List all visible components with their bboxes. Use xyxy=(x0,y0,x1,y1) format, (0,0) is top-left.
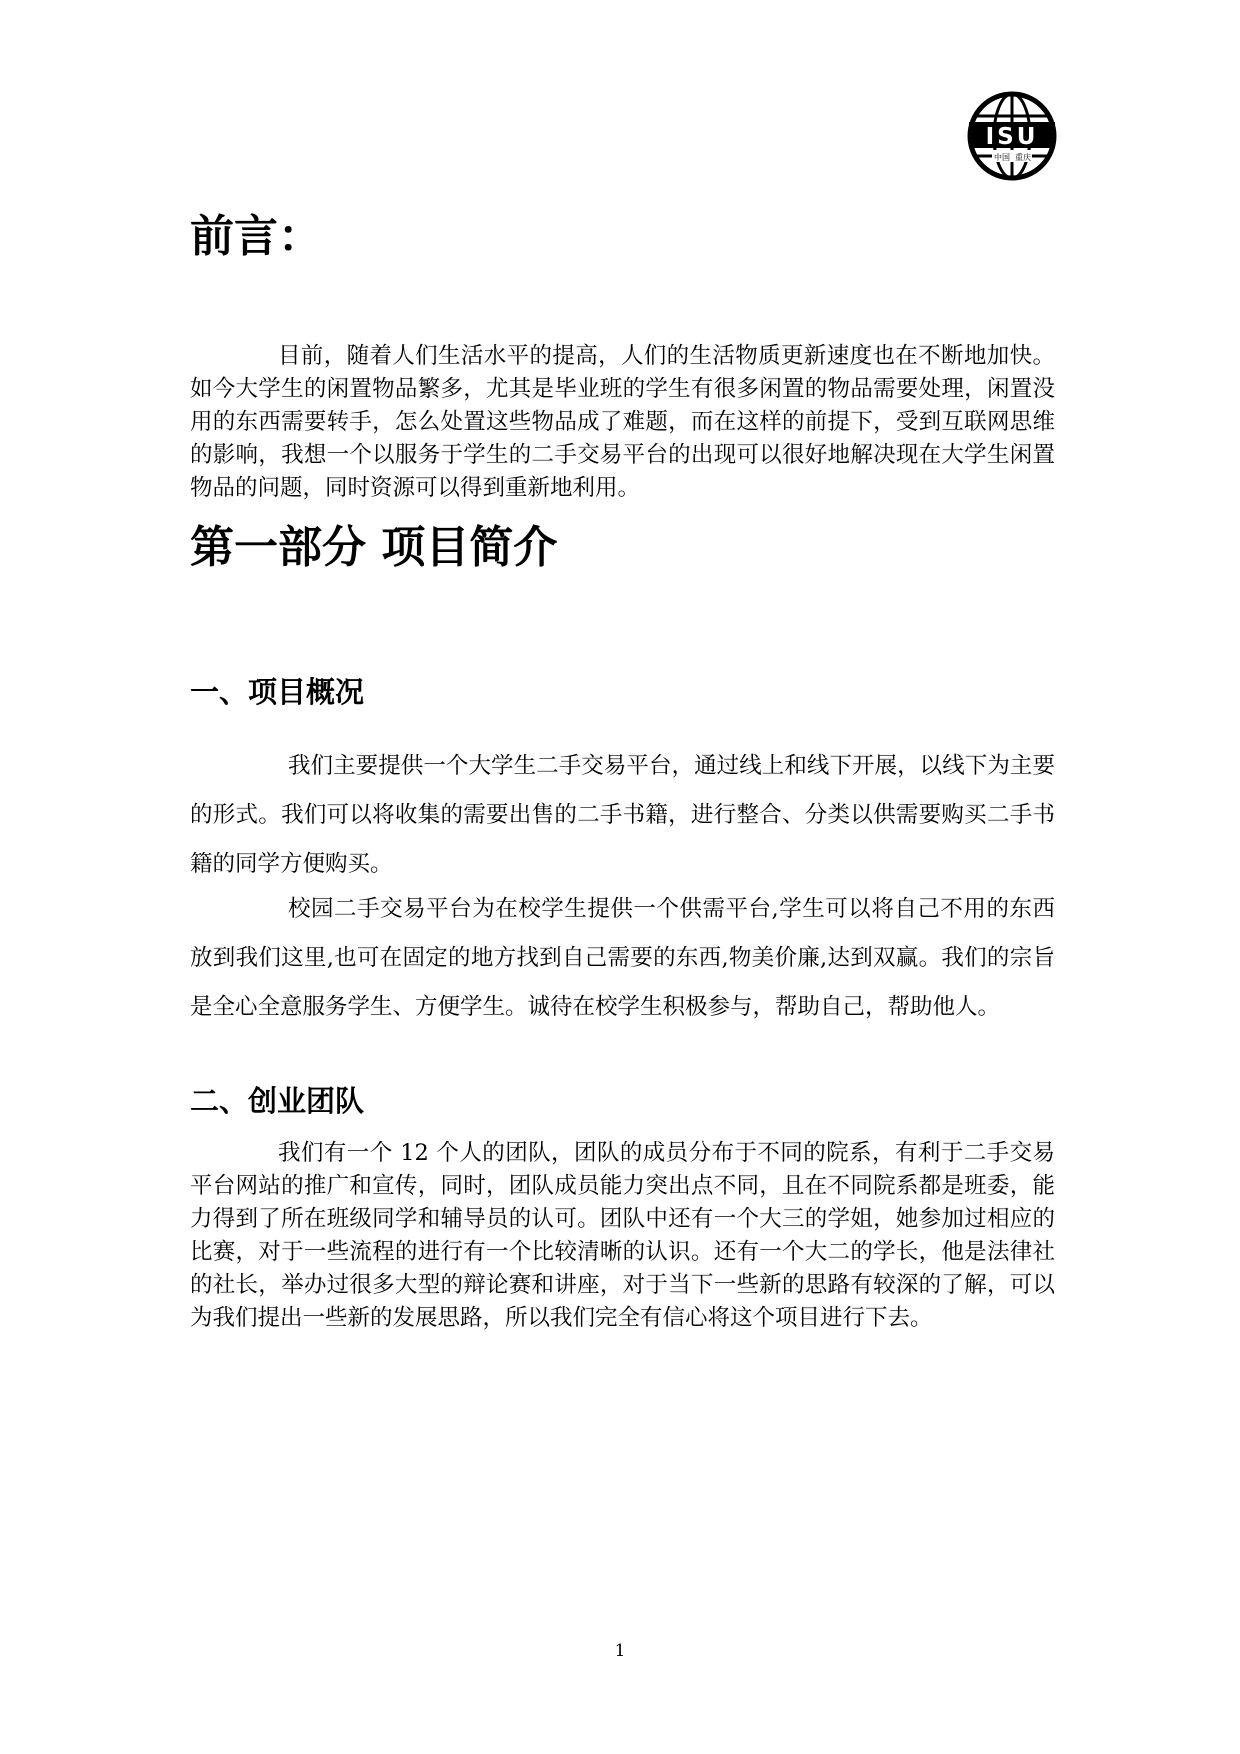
part-one-heading: 第一部分 项目简介 xyxy=(190,522,558,573)
team-heading: 二、创业团队 xyxy=(190,1084,365,1118)
logo-caption-right: 重庆 xyxy=(1015,153,1031,162)
overview-heading: 一、项目概况 xyxy=(190,675,365,709)
preface-heading: 前言： xyxy=(190,211,322,262)
logo-letters: ISU xyxy=(985,124,1039,150)
team-paragraph: 我们有一个 12 个人的团队，团队的成员分布于不同的院系，有利于二手交易平台网站的推广和宣传，同时，团队成员能力突出点不同，且在不同院系都是班委，能力得到了所在班级同学和辅导员的认可。团队中还有一个大三的学姐，她参加过相应的比赛，对于一些流程的进行有一个比较清晰的认识。还有一个大二的学长，他是法律社的社长，举办过很多大型的辩论赛和讲座，对于当下一些新的思路有较深的了解，可以为我们提出一些新的发展思路，所以我们完全有信心将这个项目进行下去。 xyxy=(190,1140,1055,1331)
logo-caption-left: 中国 xyxy=(994,153,1010,162)
page-number: 1 xyxy=(614,1641,626,1661)
overview-paragraph-2: 校园二手交易平台为在校学生提供一个供需平台,学生可以将自己不用的东西放到我们这里,也可在固定的地方找到自己需要的东西,物美价廉,达到双赢。我们的宗旨是全心全意服务学生、方便学生。诚待在校学生积极参与，帮助自己，帮助他人。 xyxy=(190,896,1055,1020)
logo xyxy=(966,90,1058,182)
overview-paragraph-1: 我们主要提供一个大学生二手交易平台，通过线上和线下开展，以线下为主要的形式。我们可以将收集的需要出售的二手书籍，进行整合、分类以供需要购买二手书籍的同学方便购买。 xyxy=(190,753,1055,877)
preface-paragraph: 目前，随着人们生活水平的提高，人们的生活物质更新速度也在不断地加快。如今大学生的闲置物品繁多，尤其是毕业班的学生有很多闲置的物品需要处理，闲置没用的东西需要转手，怎么处置这些物品成了难题，而在这样的前提下，受到互联网思维的影响，我想一个以服务于学生的二手交易平台的出现可以很好地解决现在大学生闲置物品的问题，同时资源可以得到重新地利用。 xyxy=(190,343,1055,501)
globe-emblem-icon xyxy=(966,90,1058,182)
